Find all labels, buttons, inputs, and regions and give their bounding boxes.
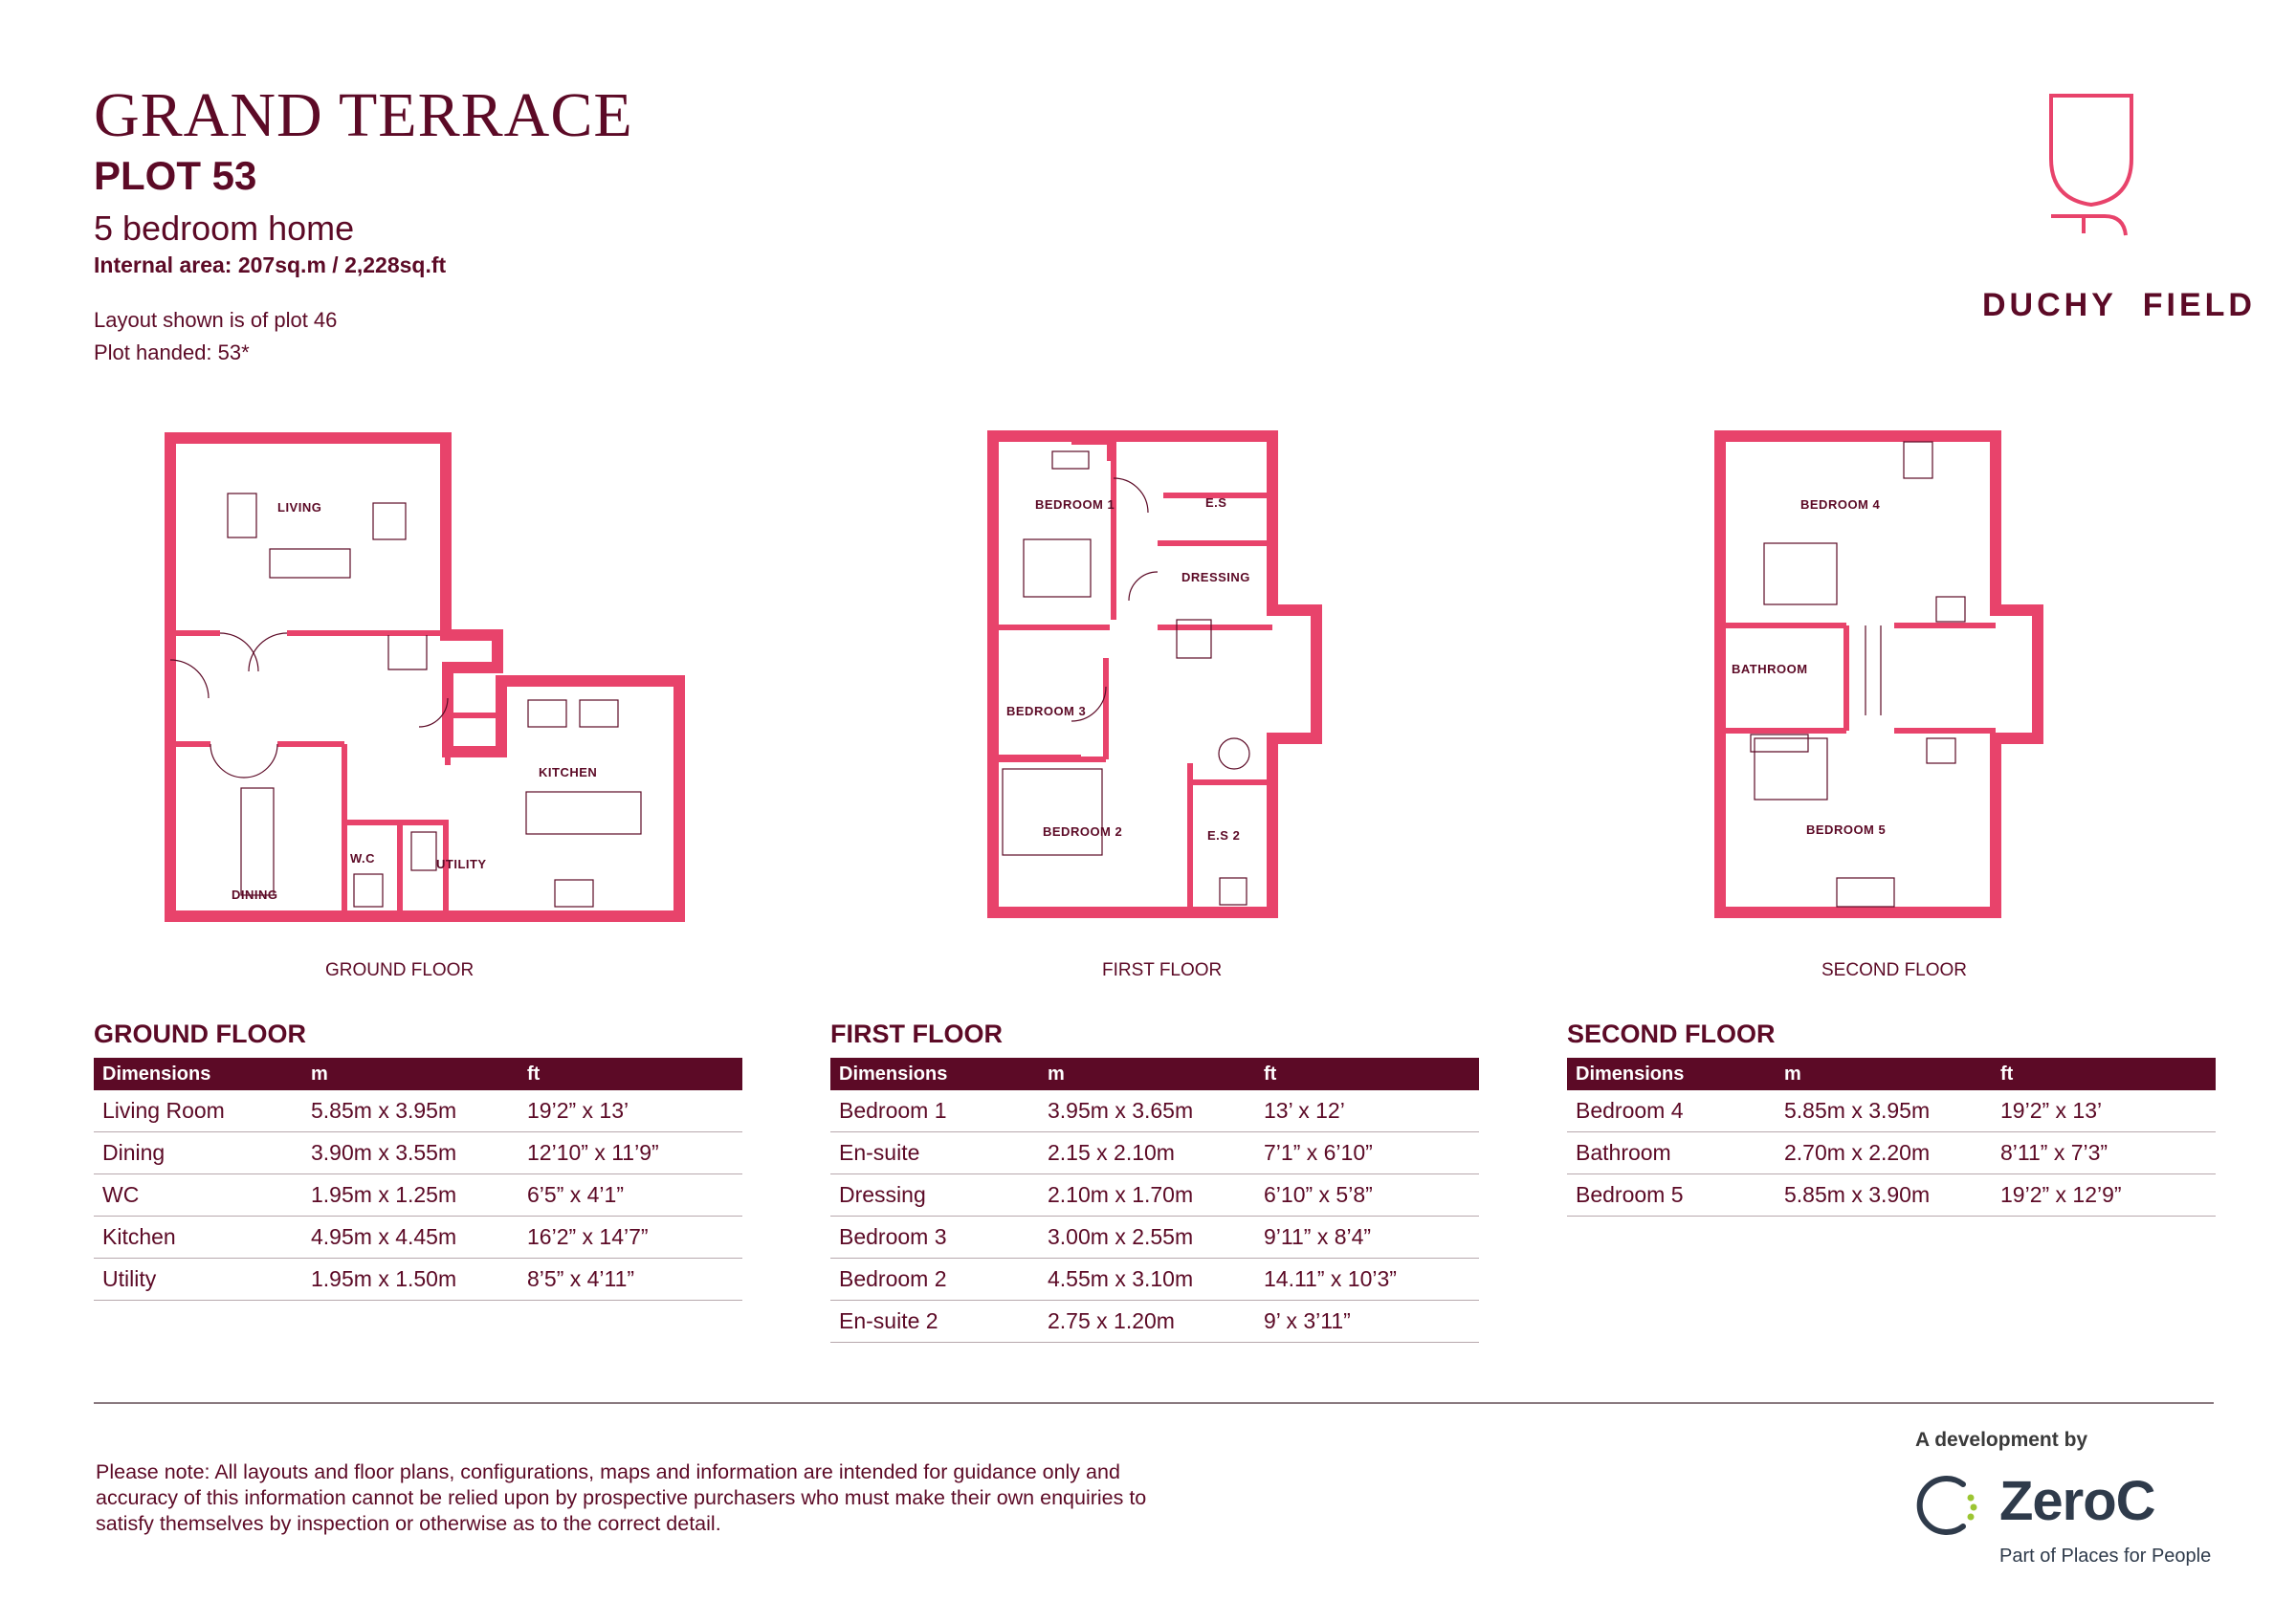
table-row [830, 1174, 1479, 1217]
label-bedroom-5: BEDROOM 5 [1806, 822, 1887, 837]
label-es: E.S [1205, 495, 1227, 510]
column-header: ft [519, 1058, 742, 1090]
table-cell: 9’11” x 8’4” [1255, 1217, 1479, 1259]
label-bedroom-2: BEDROOM 2 [1043, 824, 1123, 839]
table-header-row [94, 1058, 742, 1090]
ground-floor-plan [163, 430, 698, 928]
table-cell: 8’11” x 7’3” [1992, 1132, 2216, 1174]
table-cell: Utility [94, 1259, 302, 1301]
label-bedroom-4: BEDROOM 4 [1800, 497, 1881, 512]
ground-floor-caption: GROUND FLOOR [325, 960, 475, 980]
table-cell: Bathroom [1567, 1132, 1776, 1174]
label-es-2: E.S 2 [1207, 828, 1241, 843]
layout-note: Layout shown is of plot 46 [94, 308, 338, 332]
table-cell: 2.75 x 1.20m [1039, 1301, 1255, 1343]
ground-table-title: GROUND FLOOR [94, 1020, 306, 1048]
table-row [1567, 1132, 2216, 1174]
disclaimer: Please note: All layouts and floor plans, configurations, maps and information are intended for guidance only and accuracy of this information cannot be relied upon by prospective purchasers who must make their own enquiries to satisfy themselves by inspection or otherwise as to the correct detail. [96, 1460, 1147, 1535]
table-cell: En-suite [830, 1132, 1039, 1174]
column-header: m [302, 1058, 519, 1090]
first-table-title: FIRST FLOOR [830, 1020, 1003, 1048]
zeroc-ring-icon [1913, 1471, 1982, 1540]
table-cell: 19’2” x 13’ [1992, 1090, 2216, 1132]
table-cell: 14.11” x 10’3” [1255, 1259, 1479, 1301]
table-cell: Bedroom 4 [1567, 1090, 1776, 1132]
table-cell: 5.85m x 3.95m [302, 1090, 519, 1132]
table-row [830, 1259, 1479, 1301]
column-header: Dimensions [830, 1058, 1039, 1090]
label-kitchen: KITCHEN [539, 765, 598, 779]
footer-divider [94, 1402, 2214, 1404]
column-header: ft [1992, 1058, 2216, 1090]
label-dressing: DRESSING [1181, 570, 1250, 584]
developer-label: A development by [1915, 1429, 2088, 1451]
table-cell: WC [94, 1174, 302, 1217]
table-cell: 1.95m x 1.25m [302, 1174, 519, 1217]
label-bedroom-3: BEDROOM 3 [1006, 704, 1087, 718]
table-row [94, 1217, 742, 1259]
table-cell: En-suite 2 [830, 1301, 1039, 1343]
second-floor-caption: SECOND FLOOR [1821, 960, 1968, 980]
table-cell: 3.95m x 3.65m [1039, 1090, 1255, 1132]
table-cell: 3.90m x 3.55m [302, 1132, 519, 1174]
second-dimensions-table [1567, 1058, 2216, 1217]
table-cell: 4.95m x 4.45m [302, 1217, 519, 1259]
table-cell: 8’5” x 4’11” [519, 1259, 742, 1301]
label-bathroom: BATHROOM [1732, 662, 1808, 676]
second-table-title: SECOND FLOOR [1567, 1020, 1776, 1048]
table-row [94, 1259, 742, 1301]
developer-tagline: Part of Places for People [1999, 1546, 2212, 1567]
column-header: m [1039, 1058, 1255, 1090]
table-row [94, 1174, 742, 1217]
shield-logo-icon [2045, 92, 2137, 241]
table-cell: Dining [94, 1132, 302, 1174]
first-floor-plan [985, 428, 1339, 926]
table-cell: 16’2” x 14’7” [519, 1217, 742, 1259]
first-floor-caption: FIRST FLOOR [1102, 960, 1223, 980]
table-cell: 5.85m x 3.95m [1776, 1090, 1992, 1132]
table-cell: 4.55m x 3.10m [1039, 1259, 1255, 1301]
developer-name: ZeroC [1999, 1470, 2155, 1532]
table-cell: 19’2” x 12’9” [1992, 1174, 2216, 1217]
label-dining: DINING [232, 888, 278, 902]
table-cell: Bedroom 2 [830, 1259, 1039, 1301]
table-cell: 9’ x 3’11” [1255, 1301, 1479, 1343]
table-row [94, 1132, 742, 1174]
table-cell: 5.85m x 3.90m [1776, 1174, 1992, 1217]
table-row [1567, 1090, 2216, 1132]
home-type: 5 bedroom home [94, 208, 355, 248]
table-header-row [830, 1058, 1479, 1090]
column-header: m [1776, 1058, 1992, 1090]
table-cell: 6’10” x 5’8” [1255, 1174, 1479, 1217]
table-row [94, 1090, 742, 1132]
table-cell: 2.10m x 1.70m [1039, 1174, 1255, 1217]
page-title: GRAND TERRACE [94, 80, 633, 150]
label-utility: UTILITY [436, 857, 487, 871]
handed-note: Plot handed: 53* [94, 340, 250, 364]
table-cell: 19’2” x 13’ [519, 1090, 742, 1132]
table-cell: Dressing [830, 1174, 1039, 1217]
table-cell: 6’5” x 4’1” [519, 1174, 742, 1217]
table-row [830, 1217, 1479, 1259]
plot-number: PLOT 53 [94, 153, 257, 198]
label-bedroom-1: BEDROOM 1 [1035, 497, 1115, 512]
table-cell: Bedroom 1 [830, 1090, 1039, 1132]
table-cell: 12’10” x 11’9” [519, 1132, 742, 1174]
table-cell: Living Room [94, 1090, 302, 1132]
table-cell: Kitchen [94, 1217, 302, 1259]
table-cell: 3.00m x 2.55m [1039, 1217, 1255, 1259]
column-header: Dimensions [1567, 1058, 1776, 1090]
brand-name: DUCHY FIELD [1982, 287, 2256, 323]
table-cell: 7’1” x 6’10” [1255, 1132, 1479, 1174]
ground-dimensions-table [94, 1058, 742, 1301]
internal-area: Internal area: 207sq.m / 2,228sq.ft [94, 252, 447, 277]
table-row [1567, 1174, 2216, 1217]
table-cell: 1.95m x 1.50m [302, 1259, 519, 1301]
table-row [830, 1301, 1479, 1343]
label-living: LIVING [277, 500, 322, 515]
table-row [830, 1090, 1479, 1132]
table-cell: Bedroom 3 [830, 1217, 1039, 1259]
first-dimensions-table [830, 1058, 1479, 1343]
column-header: ft [1255, 1058, 1479, 1090]
table-cell: 2.70m x 2.20m [1776, 1132, 1992, 1174]
table-cell: Bedroom 5 [1567, 1174, 1776, 1217]
table-row [830, 1132, 1479, 1174]
column-header: Dimensions [94, 1058, 302, 1090]
table-header-row [1567, 1058, 2216, 1090]
table-cell: 2.15 x 2.10m [1039, 1132, 1255, 1174]
second-floor-plan [1712, 428, 2066, 926]
table-cell: 13’ x 12’ [1255, 1090, 1479, 1132]
label-wc: W.C [350, 851, 376, 866]
